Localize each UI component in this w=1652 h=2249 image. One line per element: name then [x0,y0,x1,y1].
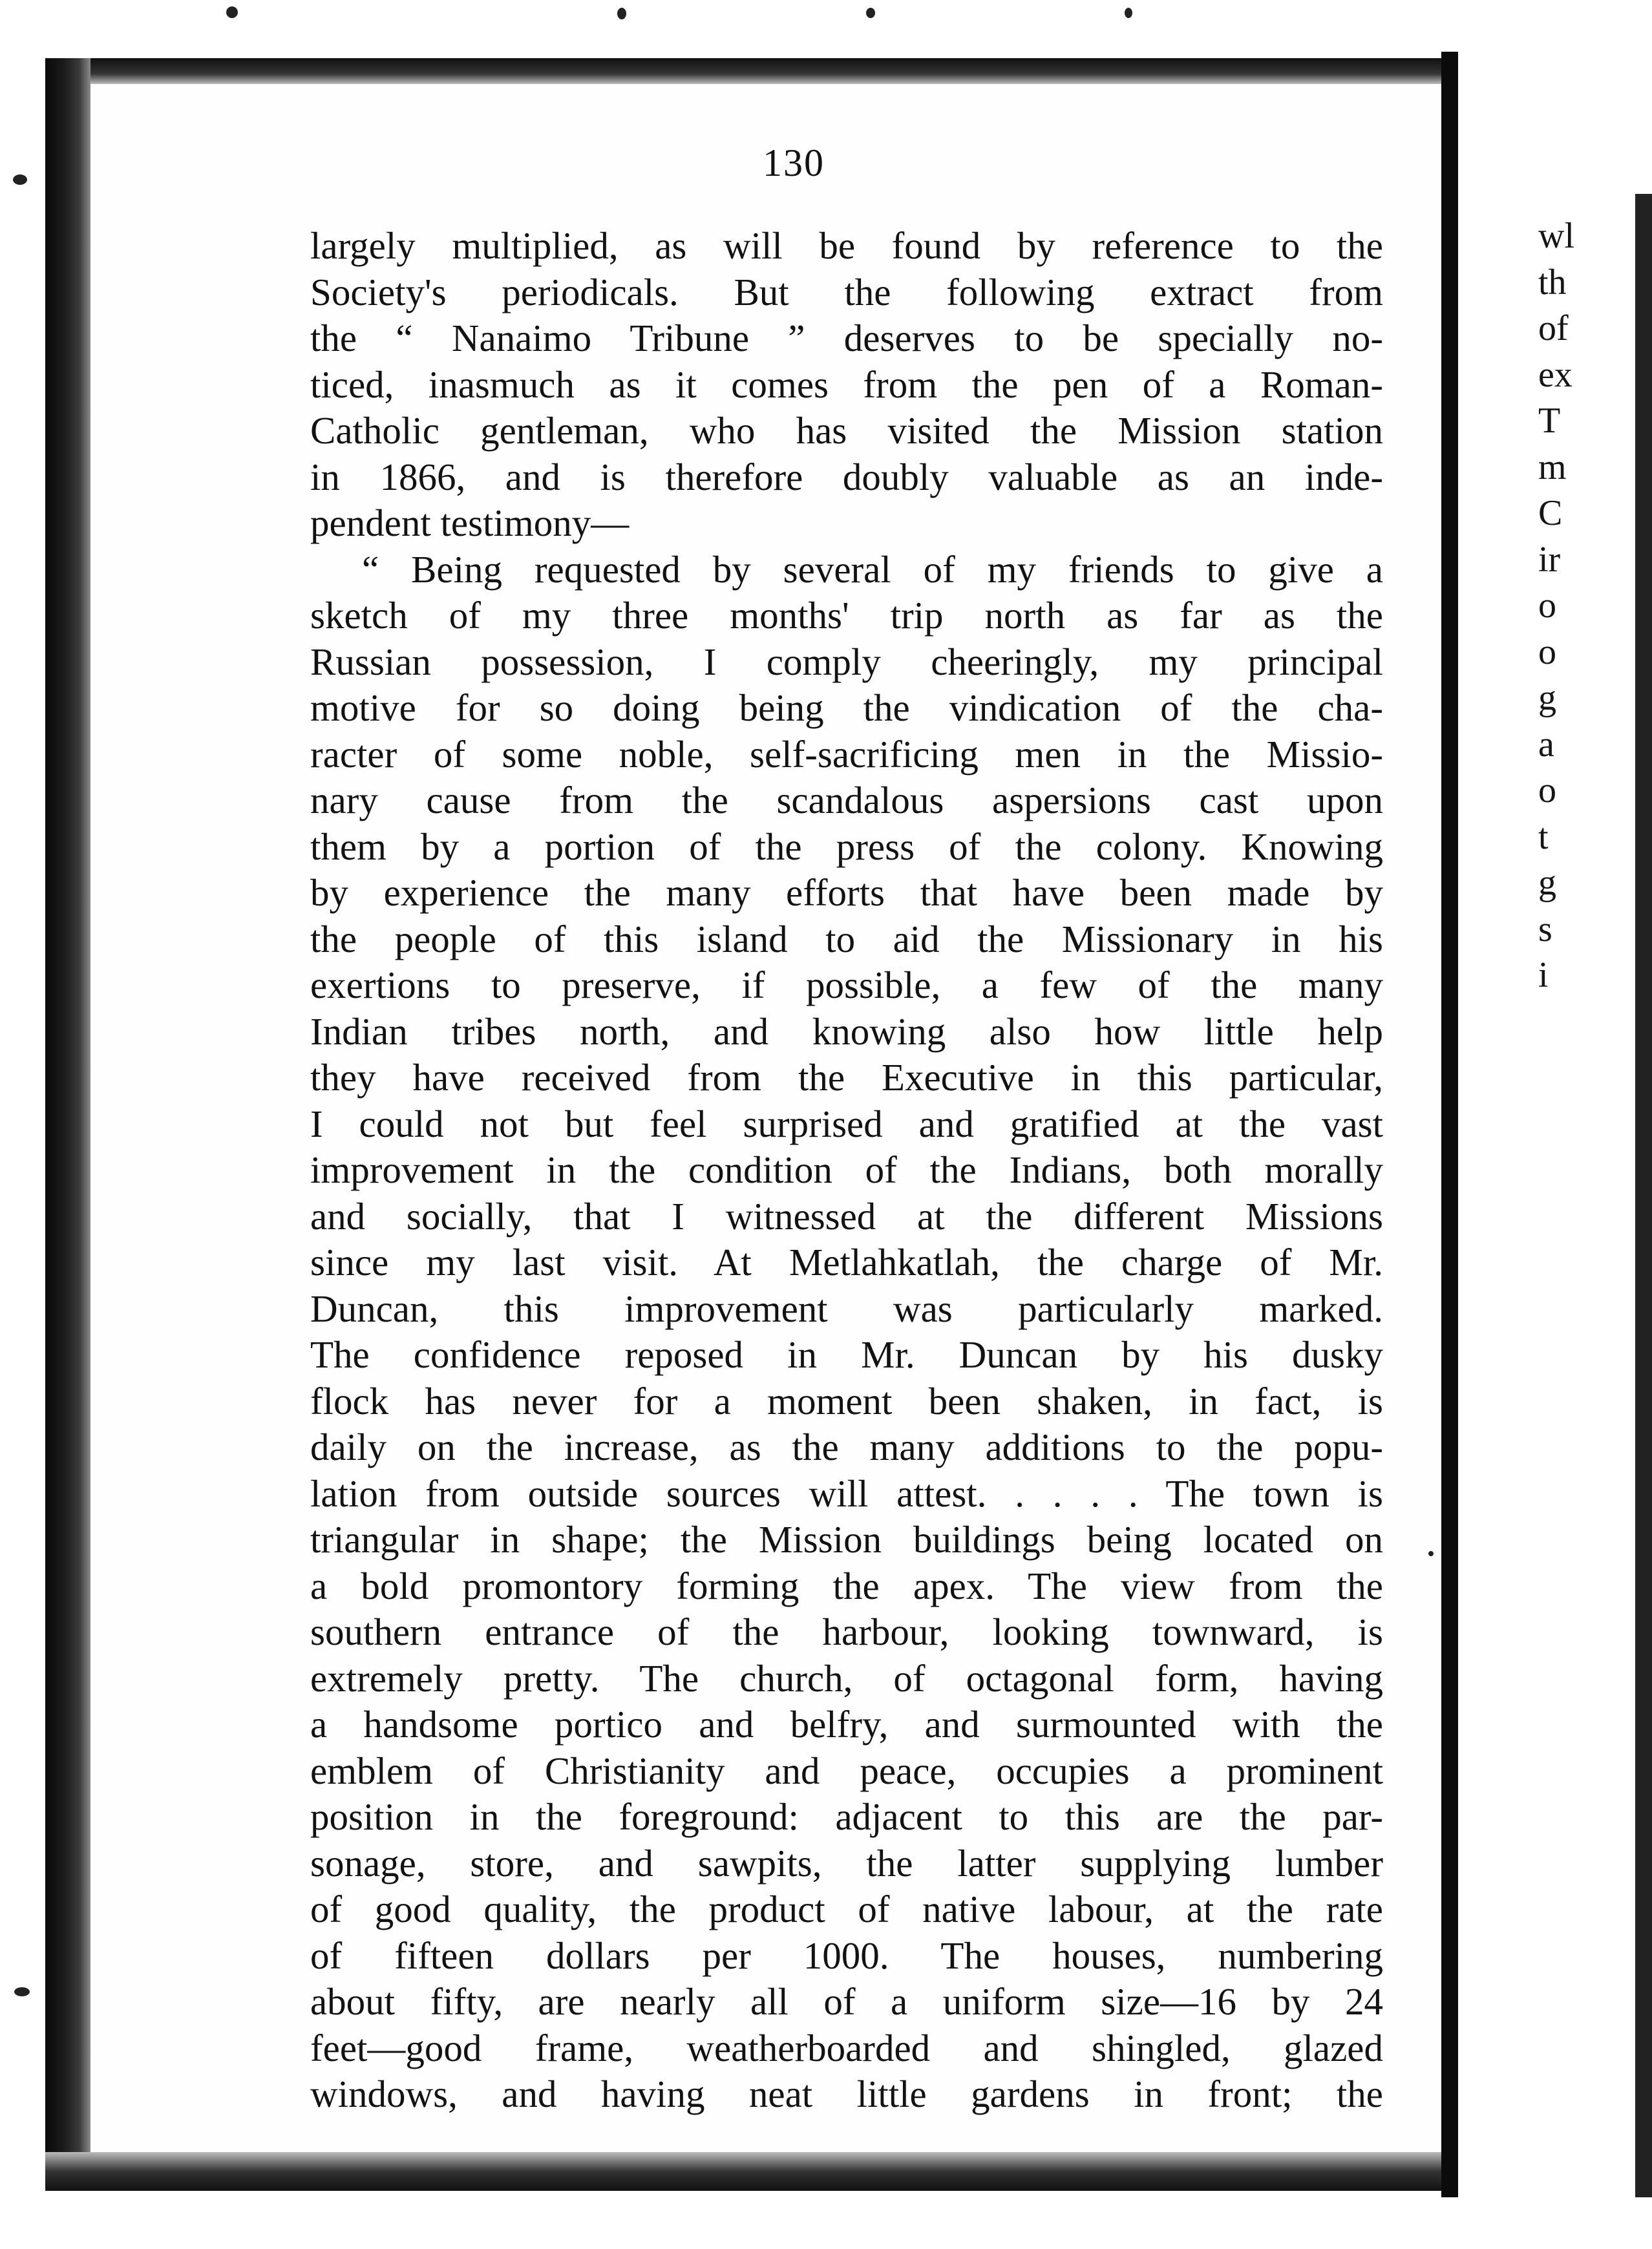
text-line: largely multiplied, as will be found by reference to the [310,224,1383,267]
text-line: motive for so doing being the vindication of the cha- [310,686,1383,729]
text-line: pendent testimony— [310,502,630,544]
text-line: a bold promontory forming the apex. The view from the [310,1564,1383,1607]
text-line: of fifteen dollars per 1000. The houses, numbering [310,1934,1383,1977]
facing-page-fragment: o [1538,770,1556,810]
text-line: emblem of Christianity and peace, occupies a prominent [310,1749,1383,1792]
facing-page-fragment: ex [1538,354,1573,395]
text-line: lation from outside sources will attest. . . . . The town is [310,1472,1383,1515]
facing-page-fragment: t [1538,816,1549,857]
scan-speck [866,8,875,18]
text-line: of good quality, the product of native labour, at the rate [310,1888,1383,1930]
text-line: in 1866, and is therefore doubly valuable as an inde- [310,455,1383,498]
text-line: flock has never for a moment been shaken, in fact, is [310,1379,1383,1422]
facing-page-fragment: th [1538,262,1567,302]
facing-page-fragment: wl [1538,216,1574,256]
text-line: position in the foreground: adjacent to this are the par- [310,1795,1383,1838]
facing-page-edge [1635,194,1652,2197]
text-line: they have received from the Executive in this particular, [310,1056,1383,1099]
text-line: about fifty, are nearly all of a uniform size—16 by 24 [310,1980,1383,2023]
text-line: nary cause from the scandalous aspersions cast upon [310,779,1383,821]
text-line: “ Being requested by several of my friends to give a [362,547,1383,591]
facing-page-fragment: C [1538,493,1563,533]
text-line: and socially, that I witnessed at the different Missions [310,1194,1383,1238]
facing-page-fragment: o [1538,631,1556,672]
facing-page-fragment: g [1538,678,1556,718]
text-line: Indian tribes north, and knowing also how little help [310,1009,1383,1053]
scan-speck [226,6,238,18]
text-line: Duncan, this improvement was particularly marked. [310,1287,1383,1330]
text-line: the people of this island to aid the Missionary in his [310,917,1383,960]
facing-page-fragment: T [1538,401,1561,441]
book-gutter [1441,52,1458,2197]
page-body-text [310,223,1383,2118]
scan-speck [14,1987,30,1996]
text-line: daily on the increase, as the many additions to the popu- [310,1426,1383,1468]
text-line: windows, and having neat little gardens in front; the [310,2073,1383,2115]
facing-page-fragment: of [1538,308,1569,348]
text-line: them by a portion of the press of the colony. Knowing [310,825,1383,868]
scan-speck [617,8,626,19]
text-line: ticed, inasmuch as it comes from the pen of a Roman- [310,363,1383,406]
scan-speck [1428,1551,1434,1556]
text-line: Society's periodicals. But the following extract from [310,270,1383,313]
text-line: sonage, store, and sawpits, the latter supplying lumber [310,1841,1383,1885]
page-number: 130 [763,142,825,184]
text-line: I could not but feel surprised and gratified at the vast [310,1102,1383,1145]
text-line: exertions to preserve, if possible, a few of the many [310,964,1383,1006]
scan-speck [13,174,27,185]
book-bottom-edge [45,2152,1448,2191]
scan-speck [1125,8,1132,18]
text-line: Russian possession, I comply cheeringly, my principal [310,640,1383,683]
facing-page-fragment: a [1538,724,1554,765]
facing-page-fragment: m [1538,447,1567,487]
facing-page-fragment: s [1538,909,1552,949]
text-line: racter of some noble, self-sacrificing men in the Missio- [310,732,1383,776]
facing-page-fragments [1538,213,1635,999]
text-line: triangular in shape; the Mission buildings being located on [310,1518,1383,1561]
book-top-edge [45,58,1448,84]
book-left-edge [45,58,90,2191]
text-line: extremely pretty. The church, of octagonal form, having [310,1656,1383,1700]
text-line: sketch of my three months' trip north as far as the [310,594,1383,637]
facing-page-fragment: g [1538,863,1556,903]
text-line: since my last visit. At Metlahkatlah, the charge of Mr. [310,1241,1383,1283]
text-line: The confidence reposed in Mr. Duncan by his dusky [310,1333,1383,1376]
facing-page-fragment: i [1538,955,1549,995]
text-line: improvement in the condition of the Indians, both morally [310,1148,1383,1191]
facing-page-fragment: o [1538,586,1556,626]
facing-page-fragment: ir [1538,539,1561,580]
text-line: by experience the many efforts that have been made by [310,871,1383,914]
text-line: southern entrance of the harbour, looking townward, is [310,1610,1383,1653]
text-line: a handsome portico and belfry, and surmounted with the [310,1703,1383,1746]
text-line: the “ Nanaimo Tribune ” deserves to be specially no- [310,317,1383,359]
text-line: feet—good frame, weatherboarded and shingled, glazed [310,2026,1383,2069]
text-line: Catholic gentleman, who has visited the Mission station [310,409,1383,452]
